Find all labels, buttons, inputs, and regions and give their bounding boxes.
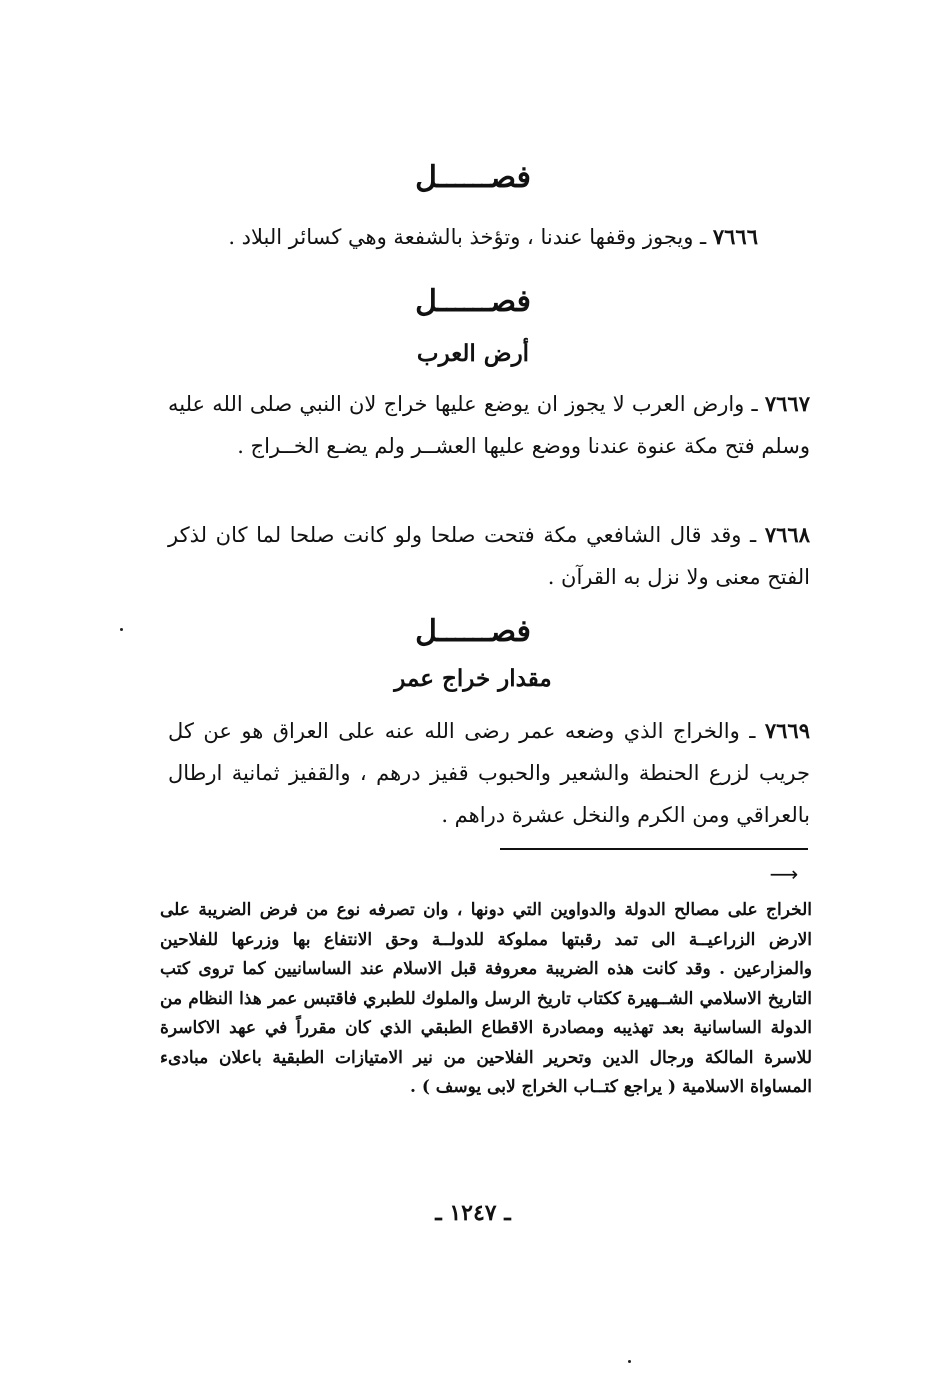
paragraph-7666 (168, 222, 758, 252)
footnote-separator (500, 848, 808, 850)
paragraph-number: ٧٦٦٦ (712, 224, 758, 249)
paragraph-number: ٧٦٦٩ (764, 718, 810, 743)
continuation-arrow-icon: ⟶ (769, 862, 799, 886)
paragraph-text: ـ والخراج الذي وضعه عمر رضى الله عنه على العراق هو عن كل جريب لزرع الحنطة والشعير والحبوب قفيز درهم ، والقفيز ثمانية ارطال بالعراقي ومن الكرم والنخل عشرة دراهم . (168, 719, 810, 827)
paragraph-7669 (168, 710, 810, 836)
paragraph-number: ٧٦٦٧ (764, 391, 810, 416)
paragraph-text: ـ ويجوز وقفها عندنا ، وتؤخذ بالشفعة وهي كسائر البلاد . (228, 225, 713, 249)
section-subheading: مقدار خراج عمر (394, 665, 552, 692)
section-heading-fasl: فصــــــل (415, 160, 531, 195)
paragraph-text: ـ وقد قال الشافعي مكة فتحت صلحا ولو كانت صلحا لما كان لذكر الفتح معنى ولا نزل به القرآن . (168, 523, 810, 589)
paragraph-text: ـ وارض العرب لا يجوز ان يوضع عليها خراج لان النبي صلى الله عليه وسلم فتح مكة عنوة عندنا ووضع عليها العشــر ولم يضـع الخــراج . (168, 392, 810, 458)
section-subheading: أرض العرب (416, 340, 530, 367)
scan-speck (120, 628, 123, 631)
footnote: الخراج على مصالح الدولة والدواوين التي دونها ، وان تصرفه نوع من فرض الضريبة على الارض الزراعيــة الى تمد رقبتها مملوكة للدولــة وحق الانتفاع بها وزرعها للفلاحين والمزارعين . وقد كانت هذه الضريبة معروفة قبل الاسلام عند الساسانيين كما تروى كتب التاريخ الاسلامي الشــهيرة ككتاب تاريخ الرسل والملوك للطبري فاقتبس عمر هذا النظام من الدولة الساسانية بعد تهذيبه ومصادرة الاقطاع الطبقي الذي كان مقرراً في عهد الاكاسرة للاسرة المالكة ورجال الدين وتحرير الفلاحين من نير الامتيازات الطبقية باعلان مبادىء المساواة الاسلامية ( يراجع كتــاب الخراج لابى يوسف ) . (160, 900, 812, 1097)
page-number: ـ ١٢٤٧ ـ (435, 1200, 511, 1226)
scan-speck (628, 1360, 631, 1363)
section-heading-fasl: فصــــــل (415, 284, 531, 319)
paragraph-number: ٧٦٦٨ (764, 522, 810, 547)
paragraph-7667 (168, 383, 810, 467)
section-heading-fasl: فصــــــل (415, 614, 531, 649)
paragraph-7668 (168, 514, 810, 598)
